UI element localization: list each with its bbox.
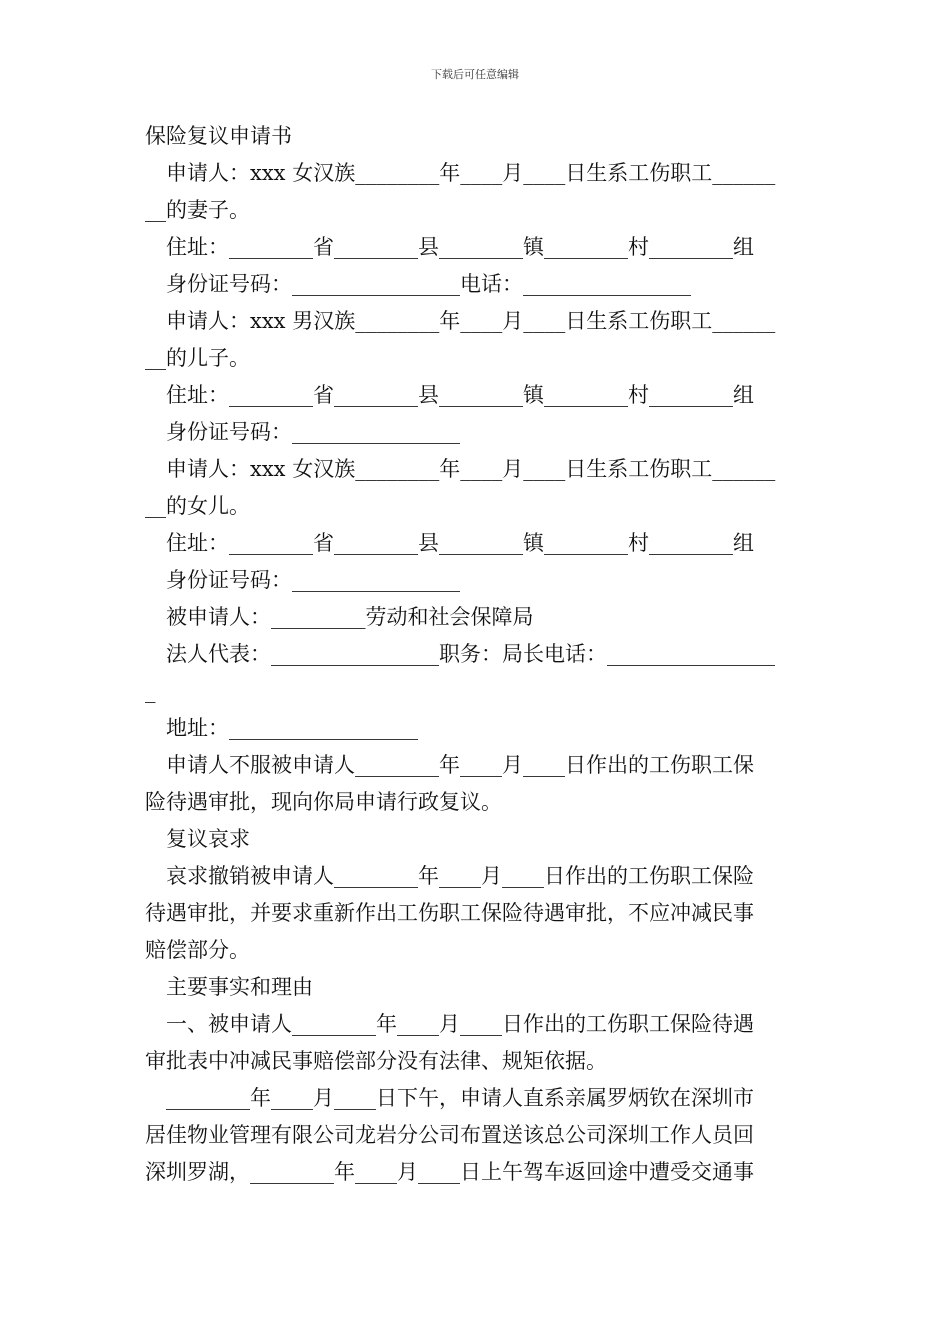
request-detail-line-3: 赔偿部分。 — [145, 938, 250, 962]
facts-point-1-line-1: 一、被申请人________年____月____日作出的工伤职工保险待遇 — [166, 1012, 754, 1036]
section-heading-request: 复议哀求 — [166, 827, 250, 851]
respondent: 被申请人：_________劳动和社会保障局 — [166, 605, 534, 629]
applicant-2-line-1: 申请人：xxx 男汉族________年____月____日生系工伤职工______ — [166, 309, 776, 333]
legal-representative-cont: _ — [145, 679, 156, 703]
request-line-1: 申请人不服被申请人________年____月____日作出的工伤职工保 — [166, 753, 754, 777]
applicant-3-line-1: 申请人：xxx 女汉族________年____月____日生系工伤职工______ — [166, 457, 776, 481]
facts-paragraph-line-2: 居佳物业管理有限公司龙岩分公司布置送该总公司深圳工作人员回 — [145, 1123, 754, 1147]
document-title: 保险复议申请书 — [145, 124, 292, 148]
request-detail-line-1: 哀求撤销被申请人________年____月____日作出的工伤职工保险 — [166, 864, 754, 888]
document-body — [145, 118, 810, 1191]
facts-paragraph-line-1: ________年____月____日下午，申请人直系亲属罗炳钦在深圳市 — [166, 1086, 754, 1110]
legal-representative: 法人代表：________________职务：局长电话：________________ — [166, 642, 775, 666]
applicant-2-line-2: __的儿子。 — [145, 346, 250, 370]
request-line-2: 险待遇审批，现向你局申请行政复议。 — [145, 790, 502, 814]
applicant-1-line-2: __的妻子。 — [145, 198, 250, 222]
request-detail-line-2: 待遇审批，并要求重新作出工伤职工保险待遇审批，不应冲减民事 — [145, 901, 754, 925]
applicant-3-address: 住址：________省________县________镇________村________组 — [166, 531, 754, 555]
header-note: 下载后可任意编辑 — [431, 68, 519, 81]
respondent-address: 地址：__________________ — [166, 716, 418, 740]
applicant-1-line-1: 申请人：xxx 女汉族________年____月____日生系工伤职工______ — [166, 161, 776, 185]
applicant-1-id-phone: 身份证号码：________________电话：________________ — [166, 272, 691, 296]
section-heading-facts: 主要事实和理由 — [166, 975, 313, 999]
facts-paragraph-line-3: 深圳罗湖，________年____月____日上午驾车返回途中遭受交通事 — [145, 1160, 754, 1184]
applicant-2-address: 住址：________省________县________镇________村________组 — [166, 383, 754, 407]
applicant-1-address: 住址：________省________县________镇________村________组 — [166, 235, 754, 259]
facts-point-1-line-2: 审批表中冲减民事赔偿部分没有法律、规矩依据。 — [145, 1049, 607, 1073]
applicant-3-id: 身份证号码：________________ — [166, 568, 460, 592]
applicant-3-line-2: __的女儿。 — [145, 494, 250, 518]
applicant-2-id: 身份证号码：________________ — [166, 420, 460, 444]
